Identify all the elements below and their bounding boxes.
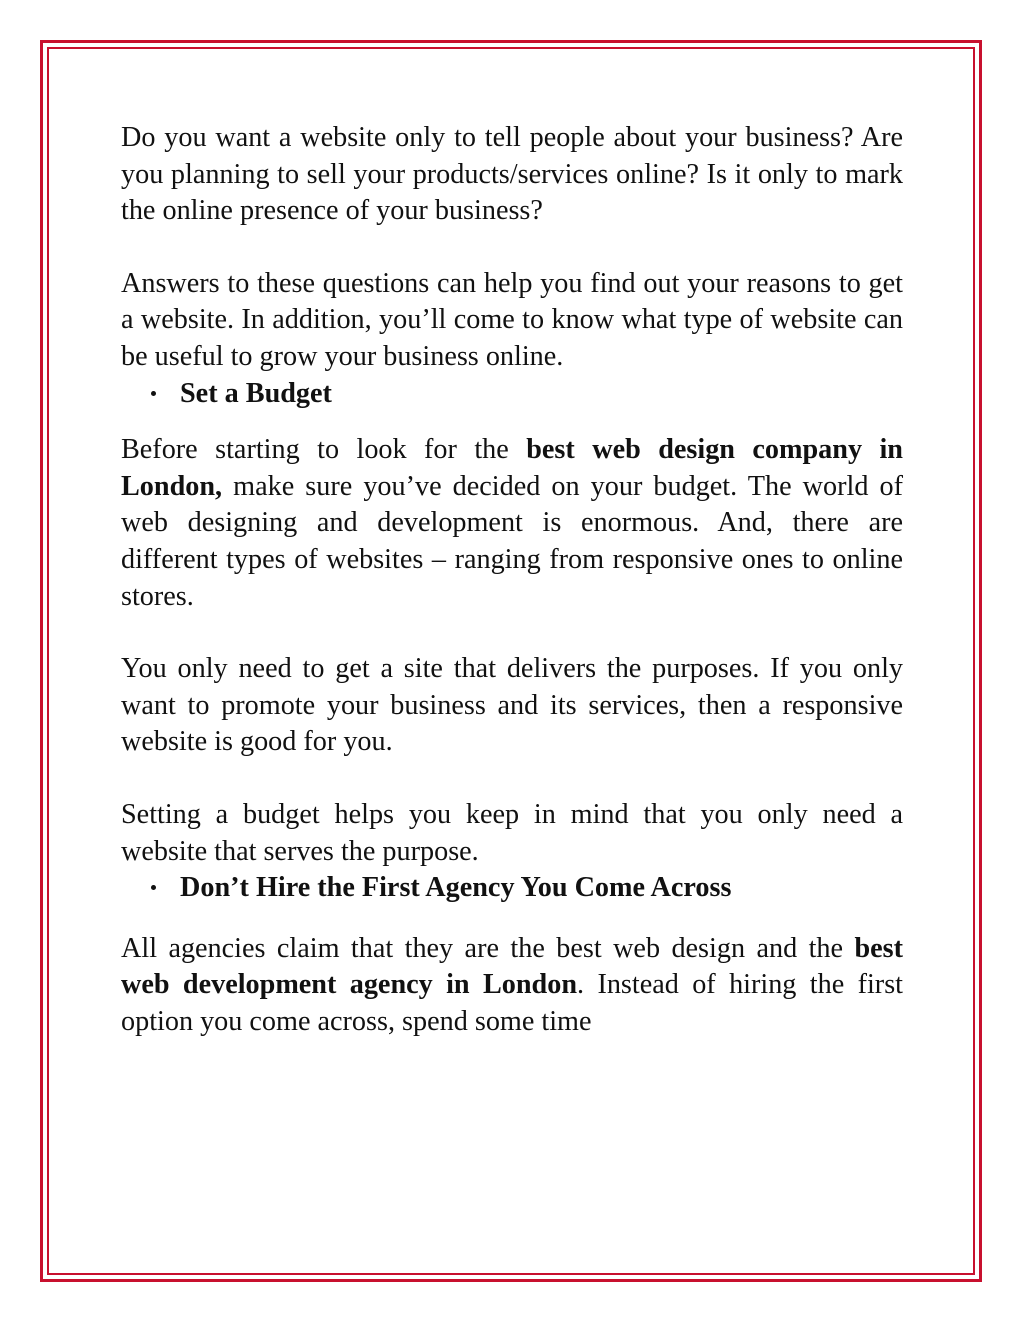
paragraph-all-agencies bbox=[121, 931, 903, 1041]
paragraph-only-need-site: You only need to get a site that delivers the purposes. If you only want to promote your business and its services, then a responsive website is good for you. bbox=[121, 653, 903, 758]
paragraph-website-purpose: Do you want a website only to tell people about your business? Are you planning to sell your products/services online? Is it only to mark the online presence of your business? bbox=[121, 122, 903, 227]
paragraph-all-agencies-text-1: All agencies claim that they are the best web design and the bbox=[121, 932, 855, 964]
heading-dont-hire-first-text: Don’t Hire the First Agency You Come Across bbox=[180, 872, 732, 904]
heading-set-a-budget bbox=[121, 376, 903, 413]
paragraph-setting-budget: Setting a budget helps you keep in mind that you only need a website that serves the purpose. bbox=[121, 798, 903, 867]
paragraph-before-starting-text-2: make sure you’ve decided on your budget. The world of web designing and development is enormous. And, there are different types of websites – ranging from responsive ones to online stores. bbox=[121, 470, 903, 612]
bullet-icon bbox=[151, 391, 156, 396]
paragraph-before-starting-text-1: Before starting to look for the bbox=[121, 434, 527, 466]
heading-dont-hire-first bbox=[121, 870, 903, 907]
bullet-icon bbox=[151, 885, 156, 890]
paragraph-answers: Answers to these questions can help you find out your reasons to get a website. In addition, you’ll come to know what type of website can be useful to grow your business online. bbox=[121, 267, 903, 372]
document-body bbox=[121, 120, 903, 1040]
paragraph-all-agencies-text-2: . Instead of hiring the first option you come across, spend some time bbox=[121, 969, 903, 1037]
heading-set-a-budget-text: Set a Budget bbox=[180, 377, 332, 409]
paragraph-before-starting bbox=[121, 432, 903, 615]
keyword-best-web-design-company: best web design company in London, bbox=[121, 434, 903, 502]
keyword-best-web-development-agency: best web development agency in London bbox=[121, 932, 903, 1001]
